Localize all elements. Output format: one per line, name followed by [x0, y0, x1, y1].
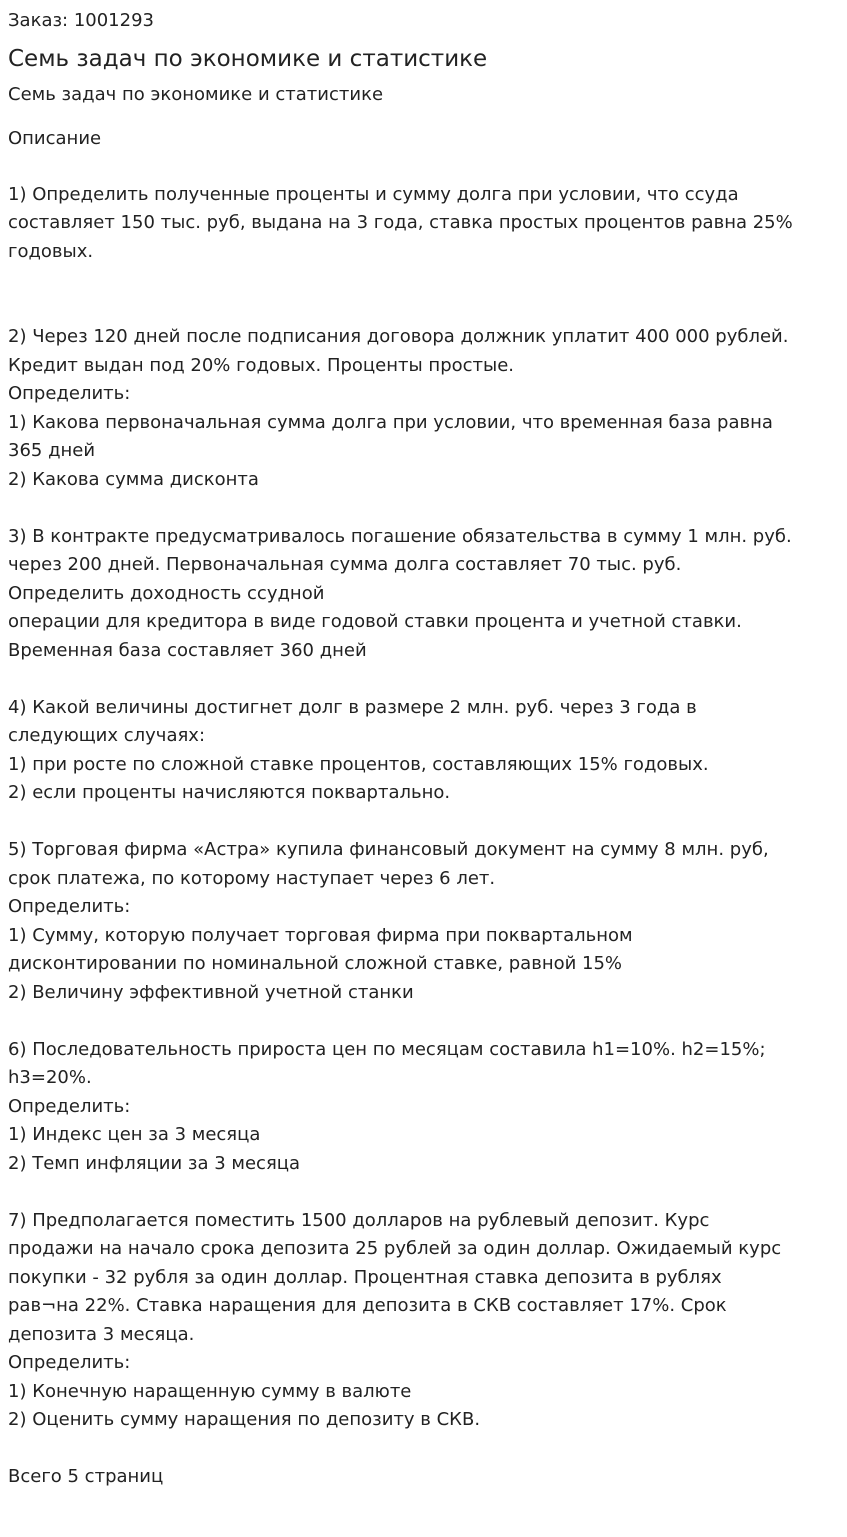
description-line — [8, 808, 839, 837]
description-line: Всего 5 страниц — [8, 1466, 164, 1487]
description-line: срок платежа, по которому наступает через 6 лет. — [8, 867, 496, 889]
description-line: 6) Последовательность прироста цен по месяцам составила h1=10%. h2=15%; — [8, 1038, 766, 1060]
description-line — [8, 295, 839, 324]
description-line: продажи на начало срока депозита 25 рублей за один доллар. Ожидаемый курс — [8, 1238, 782, 1259]
description-line: 7) Предполагается поместить 1500 долларов на рублевый депозит. Курс — [8, 1209, 710, 1231]
description-line: 1) Сумму, которую получает торговая фирма при поквартальном — [8, 924, 633, 946]
description-line: годовых. — [8, 240, 94, 262]
description-line — [8, 1007, 839, 1036]
description-line: 2) Какова сумма дисконта — [8, 468, 259, 490]
description-line: 2) Величину эффективной учетной станки — [8, 981, 414, 1003]
description-line: 1) Индекс цен за 3 месяца — [8, 1124, 261, 1145]
description-line: Определить: — [8, 896, 131, 917]
description-line: 2) Темп инфляции за 3 месяца — [8, 1152, 301, 1174]
description-line — [8, 152, 839, 181]
description-line: дисконтировании по номинальной сложной ставке, равной 15% — [8, 953, 623, 974]
description-line: Определить доходность ссудной — [8, 582, 325, 604]
description-line: 1) Какова первоначальная сумма долга при условии, что временная база равна — [8, 411, 773, 433]
description-line: Определить: — [8, 383, 131, 404]
description-line: 2) Через 120 дней после подписания договора должник уплатит 400 000 рублей. — [8, 326, 789, 347]
description-line — [8, 494, 839, 523]
description-line — [8, 1435, 839, 1464]
page-title: Семь задач по экономике и статистике — [8, 46, 488, 72]
description-line: депозита 3 месяца. — [8, 1323, 195, 1345]
description-line: покупки - 32 рубля за один доллар. Процентная ставка депозита в рублях — [8, 1266, 722, 1288]
description-line: 365 дней — [8, 440, 96, 461]
description-line: операции для кредитора в виде годовой ставки процента и учетной ставки. — [8, 611, 742, 632]
description-line: 1) при росте по сложной ставке процентов, составляющих 15% годовых. — [8, 753, 709, 775]
description-line: 2) если проценты начисляются поквартально. — [8, 782, 451, 803]
description-line: составляет 150 тыс. руб, выдана на 3 года, ставка простых процентов равна 25% — [8, 212, 793, 233]
description-line: 1) Определить полученные проценты и сумму долга при условии, что ссуда — [8, 183, 739, 205]
description-line: Кредит выдан под 20% годовых. Проценты простые. — [8, 354, 515, 376]
description-line — [8, 266, 839, 295]
description-line: 3) В контракте предусматривалось погашение обязательства в сумму 1 млн. руб. — [8, 525, 792, 547]
description-line — [8, 1178, 839, 1207]
description-line: 4) Какой величины достигнет долг в размере 2 млн. руб. через 3 года в — [8, 696, 697, 718]
description-line: 2) Оценить сумму наращения по депозиту в СКВ. — [8, 1409, 481, 1430]
description-body — [8, 152, 839, 1492]
description-line: Временная база составляет 360 дней — [8, 639, 367, 661]
description-line — [8, 665, 839, 694]
description-line: Определить: — [8, 1095, 131, 1117]
page-subtitle: Семь задач по экономике и статистике — [8, 84, 384, 105]
order-number: Заказ: 1001293 — [8, 10, 154, 31]
description-line: следующих случаях: — [8, 725, 206, 746]
description-line: h3=20%. — [8, 1067, 92, 1088]
description-line: рав¬на 22%. Ставка наращения для депозита в СКВ составляет 17%. Срок — [8, 1295, 727, 1316]
description-line: через 200 дней. Первоначальная сумма долга составляет 70 тыс. руб. — [8, 554, 682, 575]
description-label: Описание — [8, 128, 102, 149]
description-line: 1) Конечную наращенную сумму в валюте — [8, 1380, 412, 1402]
description-line: 5) Торговая фирма «Астра» купила финансовый документ на сумму 8 млн. руб, — [8, 839, 769, 860]
description-line: Определить: — [8, 1352, 131, 1373]
